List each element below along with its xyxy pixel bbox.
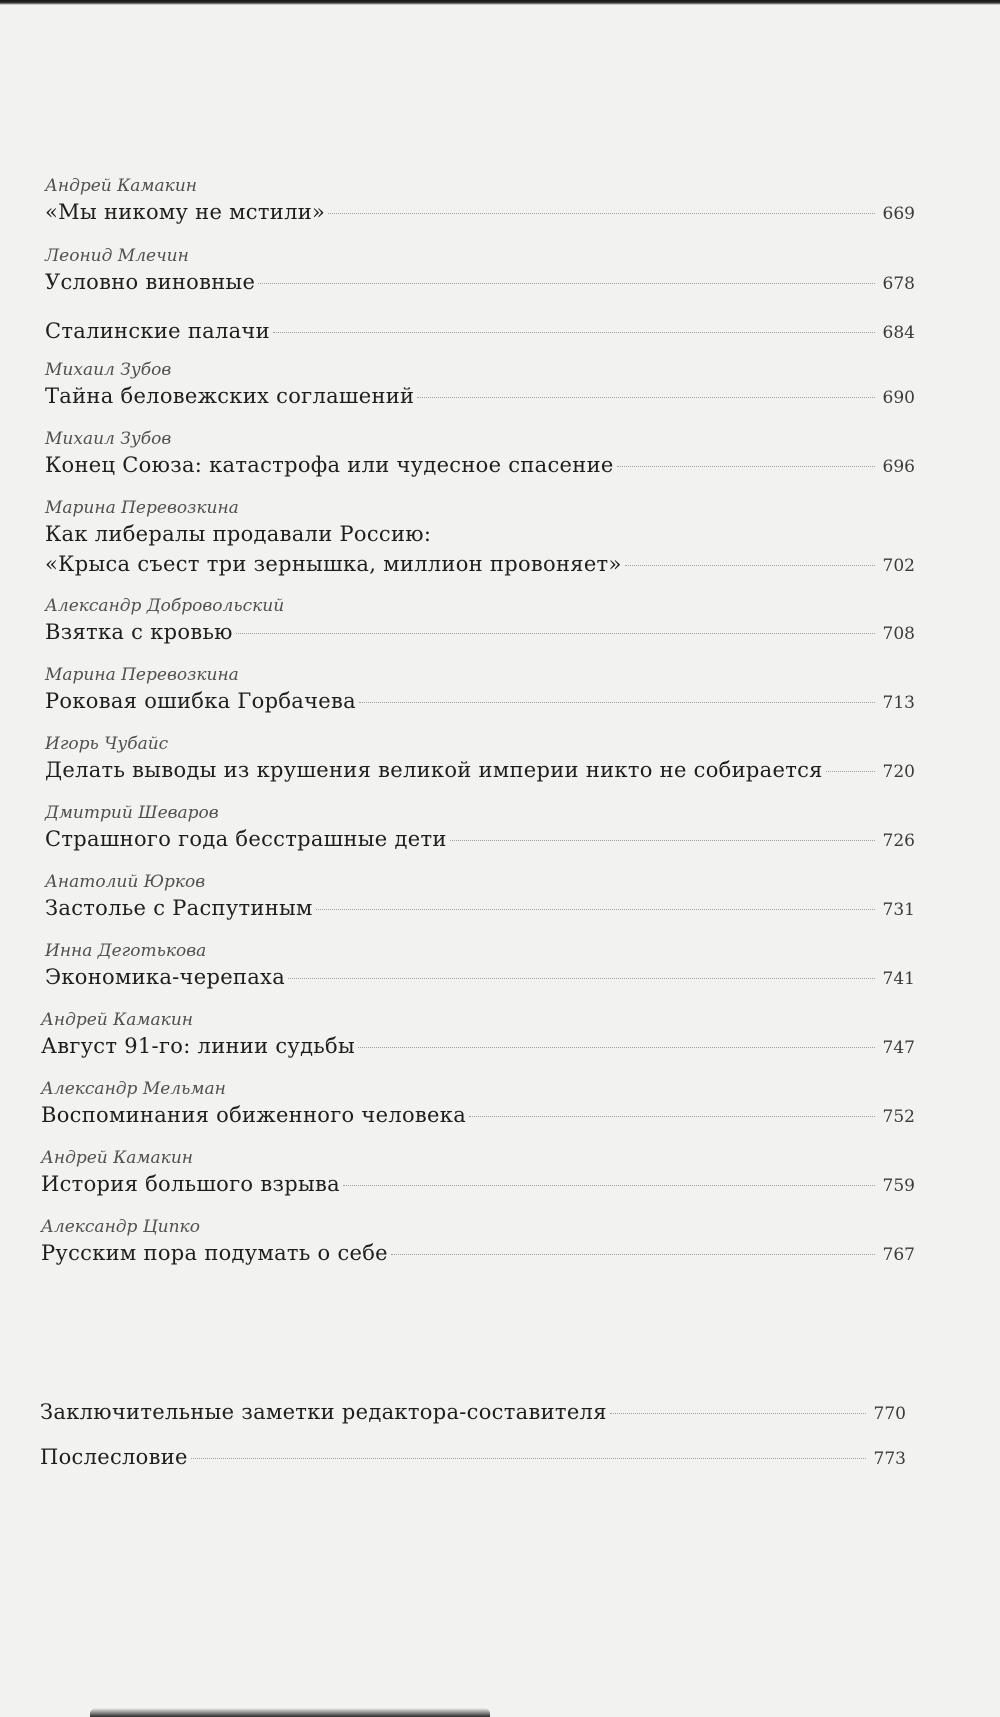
entry-title: Взятка с кровью [45, 620, 233, 644]
dot-leader [391, 1254, 875, 1255]
toc-entry [45, 595, 915, 649]
entry-title: Экономика-черепаха [45, 965, 286, 989]
entry-page-number: 752 [882, 1107, 915, 1127]
entry-title: Застолье с Распутиным [45, 896, 313, 920]
entry-author: Андрей Камакин [41, 1148, 193, 1168]
entry-title-line [41, 1169, 915, 1201]
entry-page-number: 702 [882, 556, 915, 576]
dot-leader [273, 332, 875, 333]
entry-author: Анатолий Юрков [45, 872, 206, 892]
dot-leader [610, 1413, 866, 1414]
toc-entry [45, 359, 915, 413]
entry-page-number: 767 [882, 1245, 915, 1265]
entry-title-line [45, 197, 915, 229]
entry-page-number: 678 [882, 274, 915, 294]
entry-author: Марина Перевозкина [45, 665, 239, 685]
entry-author: Александр Добровольский [45, 596, 285, 616]
entry-title-line [45, 267, 915, 299]
toc-entry [45, 316, 915, 348]
dot-leader [191, 1458, 866, 1459]
toc-entry [45, 802, 915, 856]
toc-entry [45, 940, 915, 994]
entry-author: Дмитрий Шеваров [45, 803, 219, 823]
entry-author: Александр Ципко [41, 1217, 200, 1237]
entry-page-number: 708 [882, 624, 915, 644]
dot-leader [316, 909, 875, 910]
entry-title: Роковая ошибка Горбачева [45, 689, 356, 713]
dot-leader [328, 213, 875, 214]
entry-title-line [45, 686, 915, 718]
entry-title-line [41, 1238, 915, 1270]
entry-title-line [45, 549, 915, 581]
entry-title: Воспоминания обиженного человека [41, 1103, 467, 1127]
page-bottom-edge [90, 1708, 490, 1717]
entry-page-number: 696 [882, 457, 915, 477]
toc-entry [45, 245, 915, 299]
entry-author: Леонид Млечин [45, 246, 189, 266]
entry-page-number: 770 [873, 1404, 906, 1424]
toc-entry [41, 1147, 915, 1201]
entry-title: «Мы никому не мстили» [45, 200, 326, 224]
entry-title-line [45, 381, 915, 413]
entry-page-number: 720 [882, 762, 915, 782]
entry-page-number: 747 [882, 1038, 915, 1058]
toc-entry [45, 175, 915, 229]
entry-author: Александр Мельман [41, 1079, 226, 1099]
entry-title: Тайна беловежских соглашений [45, 384, 415, 408]
toc-entry [45, 871, 915, 925]
entry-page-number: 726 [882, 831, 915, 851]
entry-author: Михаил Зубов [45, 429, 172, 449]
entry-title: «Крыса съест три зернышка, миллион провоняет» [45, 552, 622, 576]
entry-page-number: 731 [882, 900, 915, 920]
entry-page-number: 773 [873, 1449, 906, 1469]
dot-leader [358, 1047, 875, 1048]
entry-title-part-1: Как либералы продавали Россию: [45, 522, 432, 546]
entry-author: Андрей Камакин [45, 176, 197, 196]
entry-title-line [45, 617, 915, 649]
entry-title-line [40, 1442, 906, 1474]
entry-page-number: 690 [882, 388, 915, 408]
entry-title: Конец Союза: катастрофа или чудесное спасение [45, 453, 614, 477]
entry-title: Заключительные заметки редактора-составителя [40, 1400, 607, 1424]
entry-title: Условно виновные [45, 270, 256, 294]
toc-entry [41, 1009, 915, 1063]
dot-leader [359, 702, 875, 703]
toc-closing-entry [40, 1442, 906, 1474]
entry-title-line [45, 316, 915, 348]
entry-page-number: 684 [882, 323, 915, 343]
entry-author: Михаил Зубов [45, 360, 172, 380]
toc-entry [41, 1078, 915, 1132]
entry-title: Делать выводы из крушения великой империи никто не собирается [45, 758, 823, 782]
dot-leader [469, 1116, 875, 1117]
dot-leader [450, 840, 875, 841]
dot-leader [417, 397, 875, 398]
entry-title-line [45, 824, 915, 856]
entry-title-line [45, 755, 915, 787]
entry-page-number: 741 [882, 969, 915, 989]
entry-title: История большого взрыва [41, 1172, 340, 1196]
dot-leader [617, 466, 875, 467]
entry-title-line [45, 893, 915, 925]
entry-page-number: 759 [882, 1176, 915, 1196]
dot-leader [343, 1185, 875, 1186]
entry-title-line [45, 962, 915, 994]
entry-title-line-1 [45, 519, 915, 549]
entry-title: Послесловие [40, 1445, 188, 1469]
entry-title-line [45, 450, 915, 482]
entry-title: Август 91-го: линии судьбы [41, 1034, 355, 1058]
dot-leader [288, 978, 875, 979]
entry-author: Игорь Чубайс [45, 734, 169, 754]
dot-leader [236, 633, 875, 634]
toc-closing-entry [40, 1397, 906, 1429]
toc-entry [41, 1216, 915, 1270]
dot-leader [826, 771, 875, 772]
entry-page-number: 669 [882, 204, 915, 224]
toc-entry [45, 497, 915, 581]
entry-author: Инна Деготькова [45, 941, 207, 961]
toc-entry [45, 733, 915, 787]
entry-author: Андрей Камакин [41, 1010, 193, 1030]
entry-title-line [41, 1031, 915, 1063]
dot-leader [258, 283, 875, 284]
toc-entry [45, 664, 915, 718]
entry-author: Марина Перевозкина [45, 498, 239, 518]
toc-entry [45, 428, 915, 482]
dot-leader [625, 565, 875, 566]
entry-title: Русским пора подумать о себе [41, 1241, 388, 1265]
entry-title: Страшного года бесстрашные дети [45, 827, 447, 851]
entry-title-line [40, 1397, 906, 1429]
entry-page-number: 713 [882, 693, 915, 713]
entry-title-line [41, 1100, 915, 1132]
entry-title: Сталинские палачи [45, 319, 270, 343]
